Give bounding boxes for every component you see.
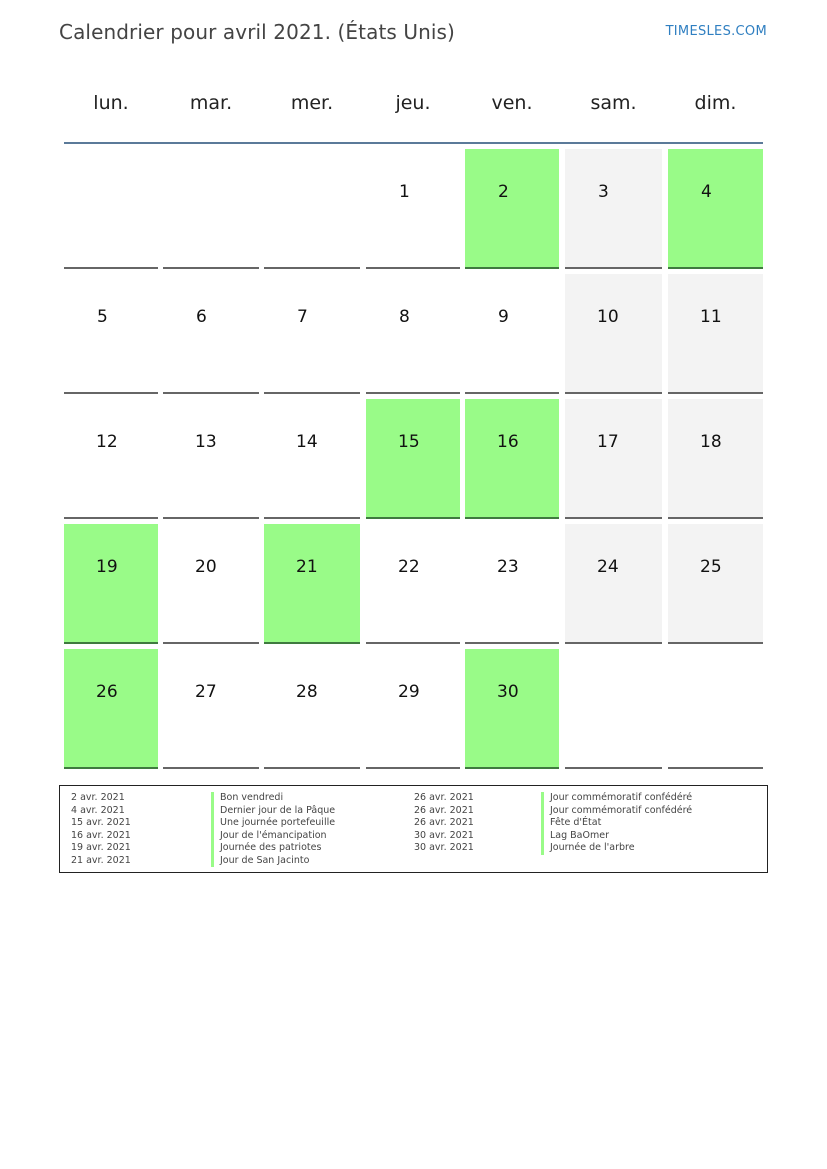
calendar-day-cell[interactable] <box>264 399 360 519</box>
holiday-name: Dernier jour de la Pâque <box>211 805 335 818</box>
calendar-day-cell[interactable] <box>163 524 259 644</box>
day-number: 22 <box>398 557 420 577</box>
calendar-day-cell[interactable] <box>264 524 360 644</box>
calendar-day-cell[interactable] <box>465 524 559 644</box>
day-number: 14 <box>296 432 318 452</box>
calendar-day-cell[interactable] <box>64 524 158 644</box>
holiday-name: Une journée portefeuille <box>211 817 335 830</box>
calendar-day-cell[interactable] <box>366 274 460 394</box>
calendar-day-cell[interactable] <box>668 149 763 269</box>
day-number: 29 <box>398 682 420 702</box>
calendar-cell-empty <box>163 149 259 269</box>
calendar-day-cell[interactable] <box>64 274 158 394</box>
holiday-date: 19 avr. 2021 <box>71 842 131 853</box>
day-number: 13 <box>195 432 217 452</box>
calendar-day-cell[interactable] <box>366 149 460 269</box>
day-number: 24 <box>597 557 619 577</box>
day-number: 12 <box>96 432 118 452</box>
day-number: 6 <box>196 307 207 327</box>
calendar-day-cell[interactable] <box>163 399 259 519</box>
calendar-day-cell[interactable] <box>668 524 763 644</box>
holiday-name: Lag BaOmer <box>541 830 609 843</box>
holiday-date: 4 avr. 2021 <box>71 804 125 816</box>
holiday-name: Jour commémoratif confédéré <box>541 792 692 805</box>
weekday-label: lun. <box>93 92 129 114</box>
day-number: 9 <box>498 307 509 327</box>
holiday-name: Jour commémoratif confédéré <box>541 805 692 818</box>
holiday-date: 26 avr. 2021 <box>414 817 474 828</box>
calendar-day-cell[interactable] <box>565 524 662 644</box>
holiday-name: Fête d'État <box>541 817 601 830</box>
calendar-day-cell[interactable] <box>366 524 460 644</box>
calendar-cell-empty <box>64 149 158 269</box>
weekday-label: mer. <box>290 92 334 114</box>
day-number: 2 <box>498 182 509 202</box>
calendar-day-cell[interactable] <box>565 399 662 519</box>
calendar-cell-empty <box>565 649 662 769</box>
calendar-day-cell[interactable] <box>366 649 460 769</box>
brand-link[interactable]: TIMESLES.COM <box>665 24 767 39</box>
day-number: 23 <box>497 557 519 577</box>
holiday-name: Journée des patriotes <box>211 842 321 855</box>
day-number: 27 <box>195 682 217 702</box>
day-number: 16 <box>497 432 519 452</box>
day-number: 25 <box>700 557 722 577</box>
holiday-name: Bon vendredi <box>211 792 283 805</box>
day-number: 26 <box>96 682 118 702</box>
header-divider <box>64 142 763 144</box>
calendar-day-cell[interactable] <box>465 274 559 394</box>
calendar-day-cell[interactable] <box>668 399 763 519</box>
day-number: 21 <box>296 557 318 577</box>
calendar-day-cell[interactable] <box>64 649 158 769</box>
calendar-day-cell[interactable] <box>366 399 460 519</box>
holiday-name: Jour de l'émancipation <box>211 830 327 843</box>
calendar-cell-empty <box>264 149 360 269</box>
day-number: 17 <box>597 432 619 452</box>
weekday-label: mar. <box>189 92 233 114</box>
calendar-day-cell[interactable] <box>465 149 559 269</box>
calendar-day-cell[interactable] <box>264 649 360 769</box>
calendar-day-cell[interactable] <box>163 274 259 394</box>
page-title: Calendrier pour avril 2021. (États Unis) <box>59 20 455 44</box>
day-number: 1 <box>399 182 410 202</box>
holiday-name: Jour de San Jacinto <box>211 855 309 868</box>
weekday-label: sam. <box>590 92 637 114</box>
weekday-label: ven. <box>491 92 533 114</box>
day-number: 3 <box>598 182 609 202</box>
day-number: 7 <box>297 307 308 327</box>
calendar-day-cell[interactable] <box>163 649 259 769</box>
calendar-day-cell[interactable] <box>264 274 360 394</box>
day-number: 5 <box>97 307 108 327</box>
holiday-date: 15 avr. 2021 <box>71 817 131 828</box>
holiday-date: 26 avr. 2021 <box>414 792 474 803</box>
day-number: 30 <box>497 682 519 702</box>
weekday-label: dim. <box>694 92 737 114</box>
day-number: 18 <box>700 432 722 452</box>
calendar-day-cell[interactable] <box>565 274 662 394</box>
day-number: 8 <box>399 307 410 327</box>
weekday-label: jeu. <box>395 92 431 114</box>
day-number: 20 <box>195 557 217 577</box>
day-number: 28 <box>296 682 318 702</box>
day-number: 15 <box>398 432 420 452</box>
calendar-day-cell[interactable] <box>465 649 559 769</box>
holiday-date: 26 avr. 2021 <box>414 804 474 816</box>
holiday-date: 30 avr. 2021 <box>414 842 474 853</box>
holiday-date: 16 avr. 2021 <box>71 829 131 841</box>
day-number: 19 <box>96 557 118 577</box>
holiday-legend <box>59 785 768 873</box>
calendar-cell-empty <box>668 649 763 769</box>
holiday-date: 21 avr. 2021 <box>71 854 131 866</box>
calendar-day-cell[interactable] <box>64 399 158 519</box>
calendar-day-cell[interactable] <box>465 399 559 519</box>
calendar-day-cell[interactable] <box>668 274 763 394</box>
holiday-name: Journée de l'arbre <box>541 842 635 855</box>
calendar-day-cell[interactable] <box>565 149 662 269</box>
day-number: 10 <box>597 307 619 327</box>
day-number: 4 <box>701 182 712 202</box>
holiday-date: 2 avr. 2021 <box>71 792 125 803</box>
day-number: 11 <box>700 307 722 327</box>
holiday-date: 30 avr. 2021 <box>414 829 474 841</box>
